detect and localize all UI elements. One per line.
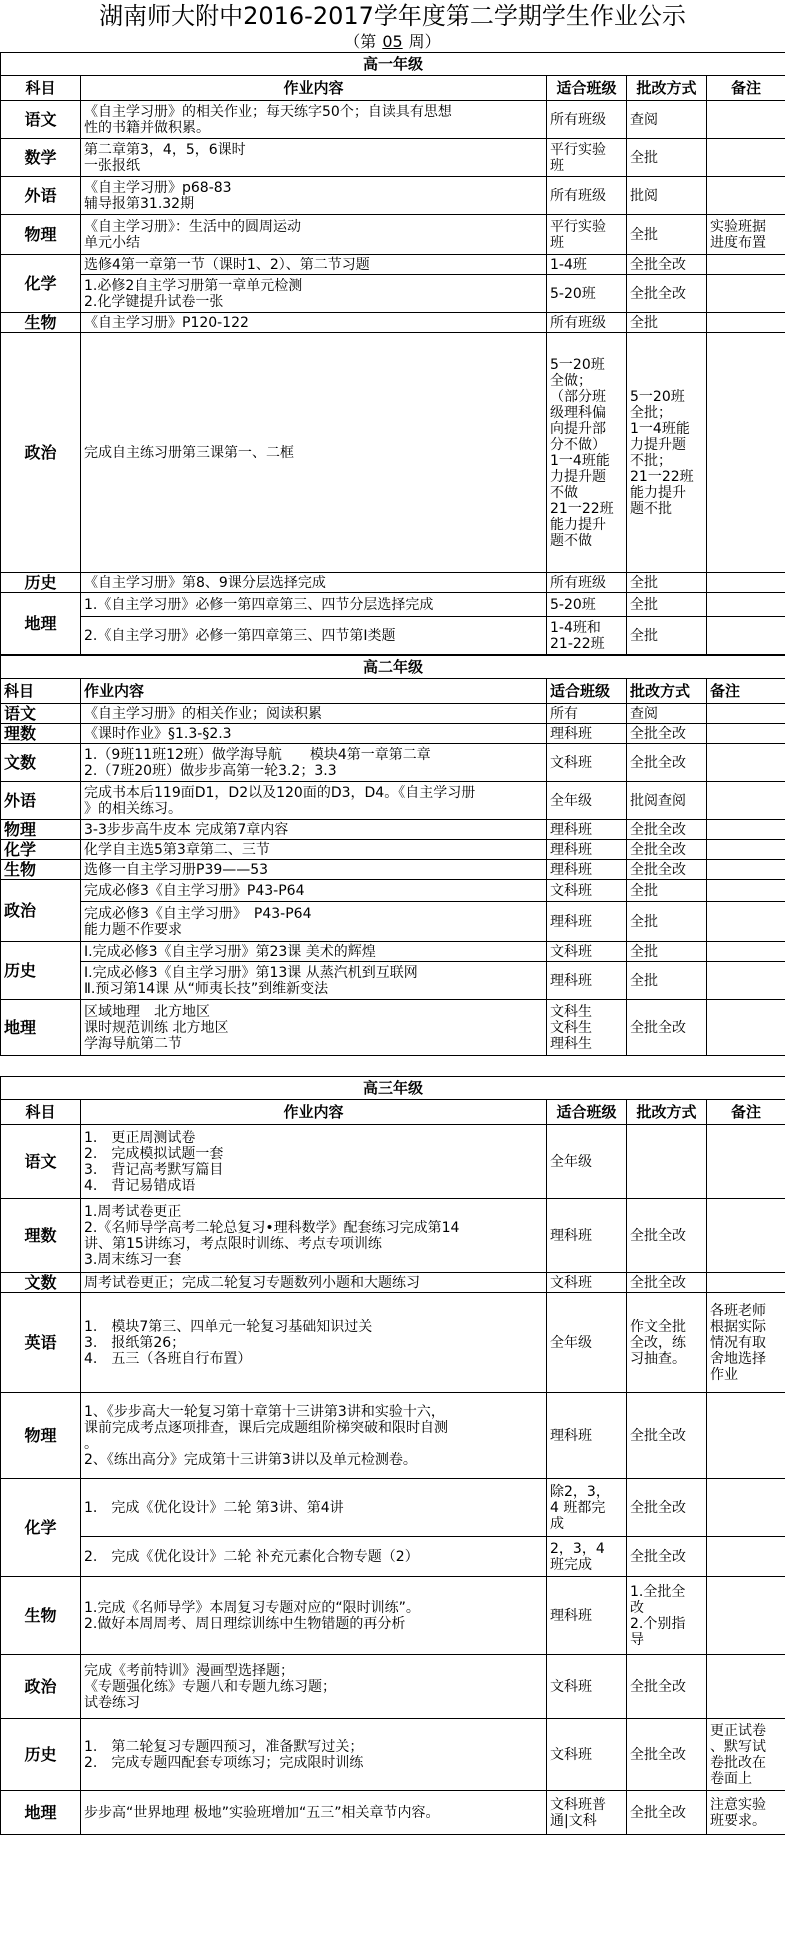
subject-cell: 地理: [1, 1791, 81, 1835]
table-row: [1, 1719, 785, 1791]
content-cell: 化学自主选5第3章第二、三节: [81, 840, 547, 860]
table-row: [1, 704, 785, 724]
subject-cell: 理数: [1, 724, 81, 744]
note-cell: [707, 101, 785, 139]
content-cell: 完成必修3《自主学习册》P43-P64: [81, 880, 547, 902]
table-row: [1, 1393, 785, 1479]
content-cell: 1.（9班11班12班）做学海导航 模块4第一章第二章 2.（7班20班）做步步高第一轮3.2；3.3: [81, 744, 547, 782]
col-header-method: 批改方式: [627, 679, 707, 704]
table-row: [1, 617, 785, 655]
content-cell: 区域地理 北方地区 课时规范训练 北方地区 学海导航第二节: [81, 1000, 547, 1056]
note-cell: [707, 704, 785, 724]
table-row: [1, 1293, 785, 1393]
table-row: [1, 724, 785, 744]
method-cell: 全批: [627, 593, 707, 617]
content-cell: Ⅰ.完成必修3《自主学习册》第13课 从蒸汽机到互联网 Ⅱ.预习第14课 从“师夷长技”到维新变法: [81, 962, 547, 1000]
method-cell: 全批全改: [627, 1199, 707, 1273]
subject-cell: 化学: [1, 255, 81, 313]
table-row: [1, 255, 785, 275]
method-cell: 全批: [627, 962, 707, 1000]
content-cell: 1.周考试卷更正 2.《名师导学高考二轮总复习•理科数学》配套练习完成第14 讲、第15讲练习，考点限时训练、考点专项训练 3.周末练习一套: [81, 1199, 547, 1273]
method-cell: 全批: [627, 313, 707, 333]
table-row: [1, 101, 785, 139]
content-cell: 第二章第3，4，5，6课时 一张报纸: [81, 139, 547, 177]
class-cell: 除2，3， 4 班都完 成: [547, 1479, 627, 1537]
method-cell: 5一20班 全批； 1一4班能 力提升题 不批； 21一22班 能力提升 题不批: [627, 333, 707, 573]
class-cell: 所有: [547, 704, 627, 724]
subject-cell: 历史: [1, 942, 81, 1000]
note-cell: [707, 1655, 785, 1719]
note-cell: [707, 840, 785, 860]
class-cell: 文科班: [547, 1273, 627, 1293]
content-cell: 2.《自主学习册》必修一第四章第三、四节第I类题: [81, 617, 547, 655]
table-row: [1, 860, 785, 880]
col-header-class: 适合班级: [547, 679, 627, 704]
grade-2-table: [0, 655, 785, 1056]
method-cell: 全批: [627, 942, 707, 962]
subject-cell: 语文: [1, 101, 81, 139]
class-cell: 全年级: [547, 1125, 627, 1199]
method-cell: 全批全改: [627, 1791, 707, 1835]
col-header-class: 适合班级: [547, 76, 627, 101]
subject-cell: 语文: [1, 704, 81, 724]
note-cell: [707, 1537, 785, 1577]
method-cell: 全批全改: [627, 1537, 707, 1577]
note-cell: [707, 313, 785, 333]
col-header-subject: 科目: [1, 76, 81, 101]
table-row: [1, 962, 785, 1000]
subject-cell: 外语: [1, 177, 81, 215]
table-row: [1, 215, 785, 255]
method-cell: 查阅: [627, 101, 707, 139]
method-cell: 全批全改: [627, 1655, 707, 1719]
note-cell: [707, 962, 785, 1000]
subject-cell: 外语: [1, 782, 81, 820]
class-cell: 所有班级: [547, 101, 627, 139]
class-cell: 文科班: [547, 744, 627, 782]
week-prefix: （第: [344, 32, 377, 51]
content-cell: 1.必修2自主学习册第一章单元检测 2.化学键提升试卷一张: [81, 275, 547, 313]
method-cell: 作文全批 全改，练 习抽查。: [627, 1293, 707, 1393]
class-cell: 所有班级: [547, 313, 627, 333]
week-label: [0, 32, 785, 52]
method-cell: 全批全改: [627, 275, 707, 313]
content-cell: 1.《自主学习册》必修一第四章第三、四节分层选择完成: [81, 593, 547, 617]
note-cell: [707, 902, 785, 942]
method-cell: 全批全改: [627, 1000, 707, 1056]
method-cell: 全批全改: [627, 1273, 707, 1293]
content-cell: 完成《考前特训》漫画型选择题； 《专题强化练》专题八和专题九练习题； 试卷练习: [81, 1655, 547, 1719]
content-cell: 1、《步步高大一轮复习第十章第十三讲第3讲和实验十六， 课前完成考点逐项排查，课后完成题组阶梯突破和限时自测 。 2、《练出高分》完成第十三讲第3讲以及单元检测卷。: [81, 1393, 547, 1479]
table-row: [1, 880, 785, 902]
class-cell: 所有班级: [547, 177, 627, 215]
content-cell: 《自主学习册》p68-83 辅导报第31.32期: [81, 177, 547, 215]
method-cell: 全批全改: [627, 255, 707, 275]
note-cell: [707, 782, 785, 820]
subject-cell: 理数: [1, 1199, 81, 1273]
class-cell: 文科班: [547, 942, 627, 962]
class-cell: 理科班: [547, 902, 627, 942]
note-cell: [707, 139, 785, 177]
subject-cell: 物理: [1, 215, 81, 255]
subject-cell: 生物: [1, 1577, 81, 1655]
method-cell: 全批全改: [627, 840, 707, 860]
note-cell: 注意实验 班要求。: [707, 1791, 785, 1835]
week-suffix: 周）: [408, 32, 441, 51]
class-cell: 文科班: [547, 1655, 627, 1719]
subject-cell: 生物: [1, 313, 81, 333]
method-cell: 全批全改: [627, 1479, 707, 1537]
content-cell: 《自主学习册》P120-122: [81, 313, 547, 333]
content-cell: 完成书本后119面D1，D2以及120面的D3，D4。《自主学习册 》的相关练习。: [81, 782, 547, 820]
table-row: [1, 139, 785, 177]
class-cell: 理科班: [547, 820, 627, 840]
note-cell: [707, 333, 785, 573]
method-cell: 全批全改: [627, 1719, 707, 1791]
class-cell: 全年级: [547, 1293, 627, 1393]
class-cell: 理科班: [547, 1393, 627, 1479]
page-title: 湖南师大附中2016-2017学年度第二学期学生作业公示: [99, 2, 686, 30]
class-cell: 理科班: [547, 1577, 627, 1655]
content-cell: 周考试卷更正；完成二轮复习专题数列小题和大题练习: [81, 1273, 547, 1293]
method-cell: 全批: [627, 880, 707, 902]
class-cell: 1-4班和 21-22班: [547, 617, 627, 655]
class-cell: 平行实验 班: [547, 139, 627, 177]
method-cell: 全批全改: [627, 744, 707, 782]
note-cell: [707, 255, 785, 275]
col-header-method: 批改方式: [627, 1100, 707, 1125]
note-cell: [707, 275, 785, 313]
method-cell: [627, 1125, 707, 1199]
class-cell: 文科班: [547, 880, 627, 902]
note-cell: [707, 1393, 785, 1479]
note-cell: [707, 744, 785, 782]
table-row: [1, 1655, 785, 1719]
class-cell: 理科班: [547, 1199, 627, 1273]
subject-cell: 历史: [1, 573, 81, 593]
note-cell: [707, 573, 785, 593]
subject-cell: 政治: [1, 1655, 81, 1719]
col-header-note: 备注: [707, 679, 785, 704]
content-cell: 1. 第二轮复习专题四预习，准备默写过关； 2. 完成专题四配套专项练习；完成限时训练: [81, 1719, 547, 1791]
note-cell: [707, 1479, 785, 1537]
table-row: [1, 275, 785, 313]
content-cell: 步步高“世界地理 极地”实验班增加“五三”相关章节内容。: [81, 1791, 547, 1835]
class-cell: 5一20班 全做； （部分班 级理科偏 向提升部 分不做） 1一4班能 力提升题 不做 21一22班 能力提升 题不做: [547, 333, 627, 573]
section-gap: [0, 1056, 785, 1076]
table-row: [1, 1273, 785, 1293]
class-cell: 理科班: [547, 962, 627, 1000]
content-cell: 2. 完成《优化设计》二轮 补充元素化合物专题（2）: [81, 1537, 547, 1577]
class-cell: 文科生 文科生 理科生: [547, 1000, 627, 1056]
method-cell: 全批全改: [627, 860, 707, 880]
table-row: [1, 942, 785, 962]
col-header-method: 批改方式: [627, 76, 707, 101]
class-cell: 所有班级: [547, 573, 627, 593]
subject-cell: 物理: [1, 820, 81, 840]
col-header-subject: 科目: [1, 1100, 81, 1125]
content-cell: 《自主学习册》的相关作业；每天练字50个；自读具有思想 性的书籍并做积累。: [81, 101, 547, 139]
subject-cell: 历史: [1, 1719, 81, 1791]
method-cell: 全批全改: [627, 1393, 707, 1479]
table-row: [1, 1537, 785, 1577]
table-row: [1, 333, 785, 573]
method-cell: 全批: [627, 573, 707, 593]
subject-cell: 数学: [1, 139, 81, 177]
class-cell: 全年级: [547, 782, 627, 820]
method-cell: 全批: [627, 139, 707, 177]
grade-title: 高三年级: [1, 1077, 785, 1100]
table-row: [1, 744, 785, 782]
subject-cell: 生物: [1, 860, 81, 880]
table-row: [1, 1000, 785, 1056]
content-cell: 3-3步步高牛皮本 完成第7章内容: [81, 820, 547, 840]
table-row: [1, 593, 785, 617]
subject-cell: 物理: [1, 1393, 81, 1479]
method-cell: 全批全改: [627, 724, 707, 744]
grade-1-table: [0, 52, 785, 655]
method-cell: 查阅: [627, 704, 707, 724]
method-cell: 全批: [627, 617, 707, 655]
class-cell: 2，3，4 班完成: [547, 1537, 627, 1577]
note-cell: [707, 880, 785, 902]
class-cell: 1-4班: [547, 255, 627, 275]
method-cell: 批阅查阅: [627, 782, 707, 820]
subject-cell: 地理: [1, 593, 81, 655]
subject-cell: 语文: [1, 1125, 81, 1199]
table-row: [1, 902, 785, 942]
class-cell: 文科班: [547, 1719, 627, 1791]
content-cell: 《自主学习册》第8、9课分层选择完成: [81, 573, 547, 593]
table-row: [1, 1479, 785, 1537]
note-cell: [707, 1125, 785, 1199]
content-cell: 1.完成《名师导学》本周复习专题对应的“限时训练”。 2.做好本周周考、周日理综训练中生物错题的再分析: [81, 1577, 547, 1655]
col-header-note: 备注: [707, 1100, 785, 1125]
subject-cell: 政治: [1, 333, 81, 573]
subject-cell: 文数: [1, 744, 81, 782]
col-header-content: 作业内容: [81, 1100, 547, 1125]
content-cell: Ⅰ.完成必修3《自主学习册》第23课 美术的辉煌: [81, 942, 547, 962]
table-row: [1, 1199, 785, 1273]
class-cell: 理科班: [547, 724, 627, 744]
col-header-class: 适合班级: [547, 1100, 627, 1125]
content-cell: 完成必修3《自主学习册》 P43-P64 能力题不作要求: [81, 902, 547, 942]
class-cell: 理科班: [547, 840, 627, 860]
note-cell: 更正试卷 、默写试 卷批改在 卷面上: [707, 1719, 785, 1791]
grade-title: 高一年级: [1, 53, 785, 76]
table-row: [1, 840, 785, 860]
content-cell: 选修一自主学习册P39——53: [81, 860, 547, 880]
class-cell: 5-20班: [547, 275, 627, 313]
note-cell: [707, 1273, 785, 1293]
subject-cell: 化学: [1, 1479, 81, 1577]
class-cell: 平行实验 班: [547, 215, 627, 255]
content-cell: 《课时作业》§1.3-§2.3: [81, 724, 547, 744]
subject-cell: 地理: [1, 1000, 81, 1056]
note-cell: [707, 1000, 785, 1056]
method-cell: 批阅: [627, 177, 707, 215]
class-cell: 理科班: [547, 860, 627, 880]
method-cell: 全批: [627, 902, 707, 942]
content-cell: 完成自主练习册第三课第一、二框: [81, 333, 547, 573]
table-row: [1, 177, 785, 215]
content-cell: 《自主学习册》：生活中的圆周运动 单元小结: [81, 215, 547, 255]
table-row: [1, 1125, 785, 1199]
note-cell: [707, 860, 785, 880]
content-cell: 1. 更正周测试卷 2. 完成模拟试题一套 3. 背记高考默写篇目 4. 背记易错成语: [81, 1125, 547, 1199]
col-header-subject: 科目: [1, 679, 81, 704]
note-cell: 各班老师 根据实际 情况有取 舍地选择 作业: [707, 1293, 785, 1393]
content-cell: 1. 模块7第三、四单元一轮复习基础知识过关 3. 报纸第26； 4. 五三（各班自行布置）: [81, 1293, 547, 1393]
note-cell: [707, 820, 785, 840]
table-row: [1, 573, 785, 593]
table-row: [1, 1791, 785, 1835]
subject-cell: 化学: [1, 840, 81, 860]
content-cell: 选修4第一章第一节（课时1、2）、第二节习题: [81, 255, 547, 275]
class-cell: 5-20班: [547, 593, 627, 617]
note-cell: [707, 593, 785, 617]
table-row: [1, 313, 785, 333]
note-cell: [707, 617, 785, 655]
content-cell: 《自主学习册》的相关作业；阅读积累: [81, 704, 547, 724]
table-row: [1, 820, 785, 840]
col-header-content: 作业内容: [81, 679, 547, 704]
note-cell: [707, 177, 785, 215]
note-cell: [707, 1577, 785, 1655]
subject-cell: 文数: [1, 1273, 81, 1293]
method-cell: 全批全改: [627, 820, 707, 840]
note-cell: 实验班据 进度布置: [707, 215, 785, 255]
class-cell: 文科班普 通|文科: [547, 1791, 627, 1835]
grade-title: 高二年级: [1, 656, 785, 679]
grade-3-table: [0, 1076, 785, 1835]
table-row: [1, 782, 785, 820]
method-cell: 1.全批全 改 2.个别指 导: [627, 1577, 707, 1655]
subject-cell: 政治: [1, 880, 81, 942]
note-cell: [707, 942, 785, 962]
note-cell: [707, 1199, 785, 1273]
col-header-content: 作业内容: [81, 76, 547, 101]
content-cell: 1. 完成《优化设计》二轮 第3讲、第4讲: [81, 1479, 547, 1537]
col-header-note: 备注: [707, 76, 785, 101]
subject-cell: 英语: [1, 1293, 81, 1393]
table-row: [1, 1577, 785, 1655]
method-cell: 全批: [627, 215, 707, 255]
note-cell: [707, 724, 785, 744]
week-number: 05: [382, 32, 403, 51]
